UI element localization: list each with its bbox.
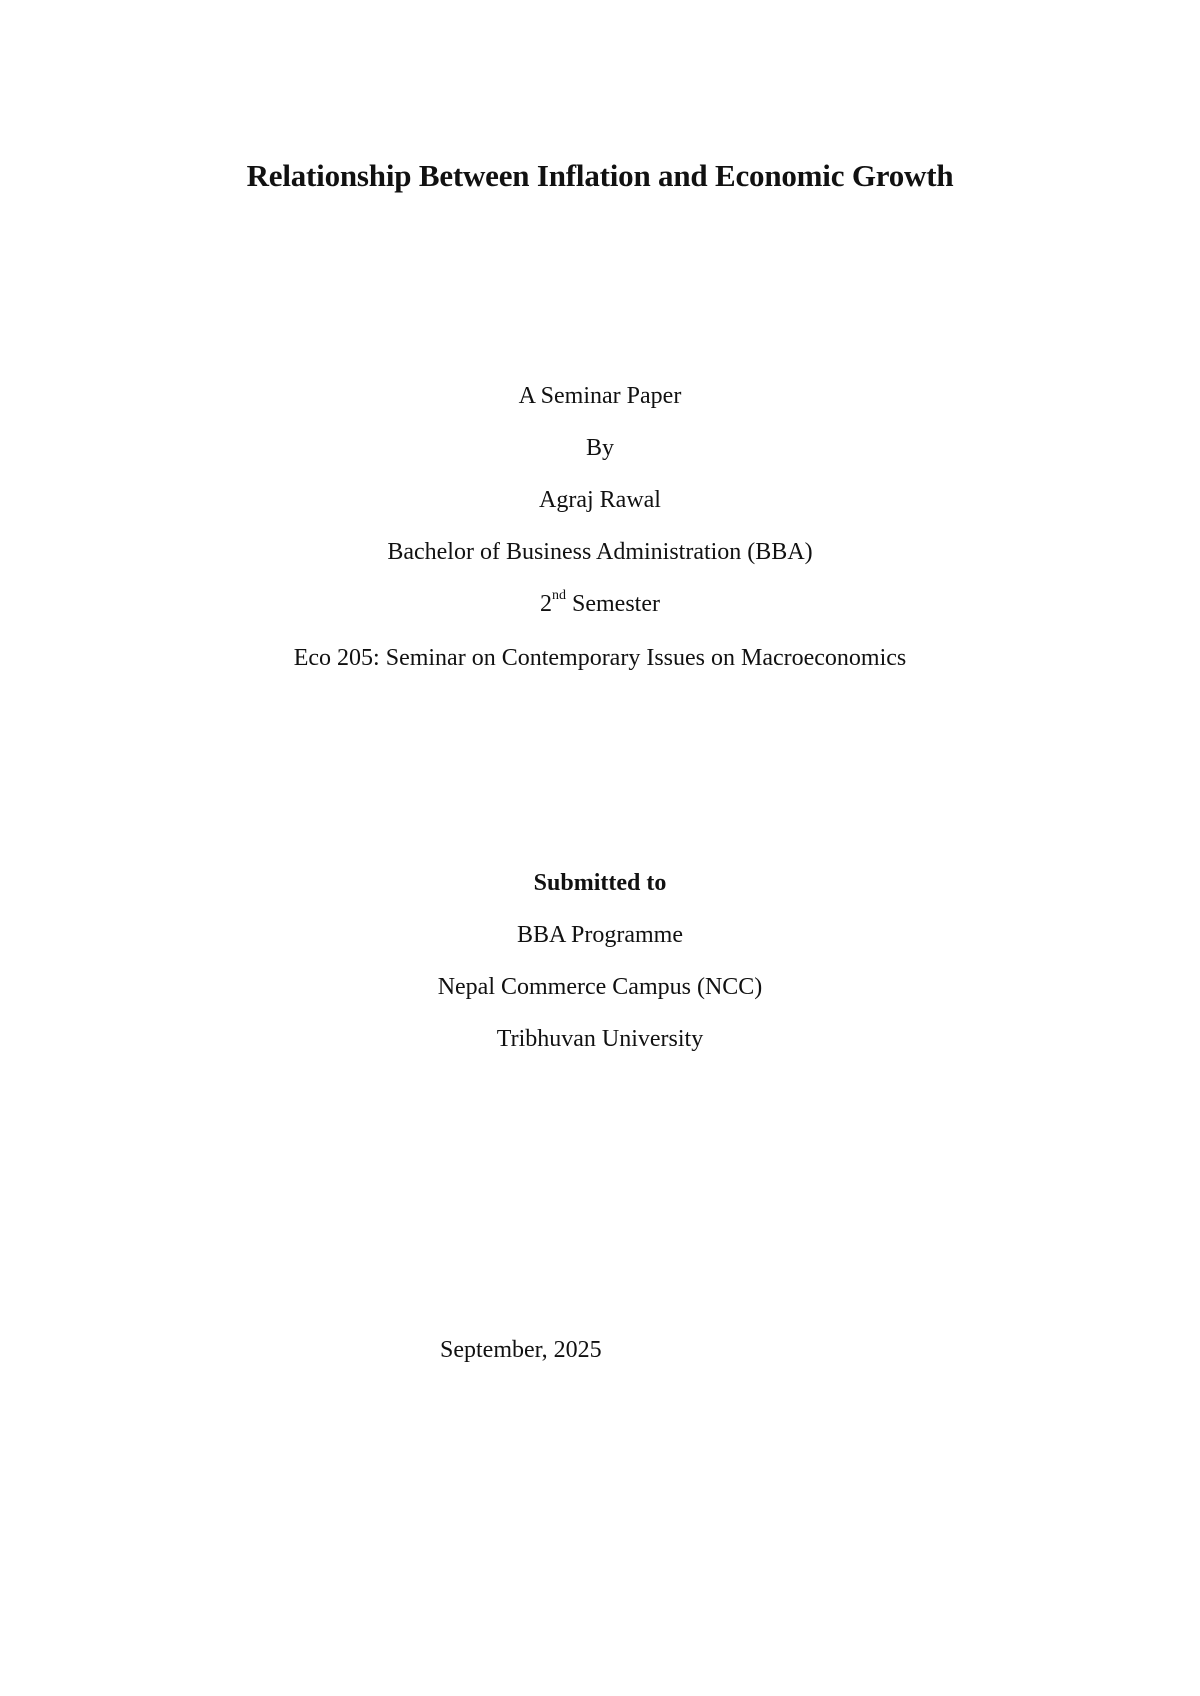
submitted-to-label: Submitted to	[533, 870, 667, 896]
submitted-programme: BBA Programme	[517, 922, 683, 948]
submitted-campus: Nepal Commerce Campus (NCC)	[437, 974, 763, 1000]
semester-ordinal-suffix: nd	[552, 588, 566, 603]
by-label: By	[585, 435, 614, 461]
submission-date: September, 2025	[440, 1337, 602, 1363]
semester-label: Semester	[572, 591, 660, 617]
submitted-university: Tribhuvan University	[496, 1026, 704, 1052]
author-name: Agraj Rawal	[539, 487, 661, 513]
paper-type: A Seminar Paper	[518, 383, 682, 409]
course-name: Eco 205: Seminar on Contemporary Issues on Macroeconomics	[293, 645, 907, 671]
semester-line	[0, 588, 1200, 617]
program-name: Bachelor of Business Administration (BBA)	[387, 539, 813, 565]
paper-title: Relationship Between Inflation and Economic Growth	[246, 158, 954, 193]
semester-number: 2	[540, 591, 552, 617]
